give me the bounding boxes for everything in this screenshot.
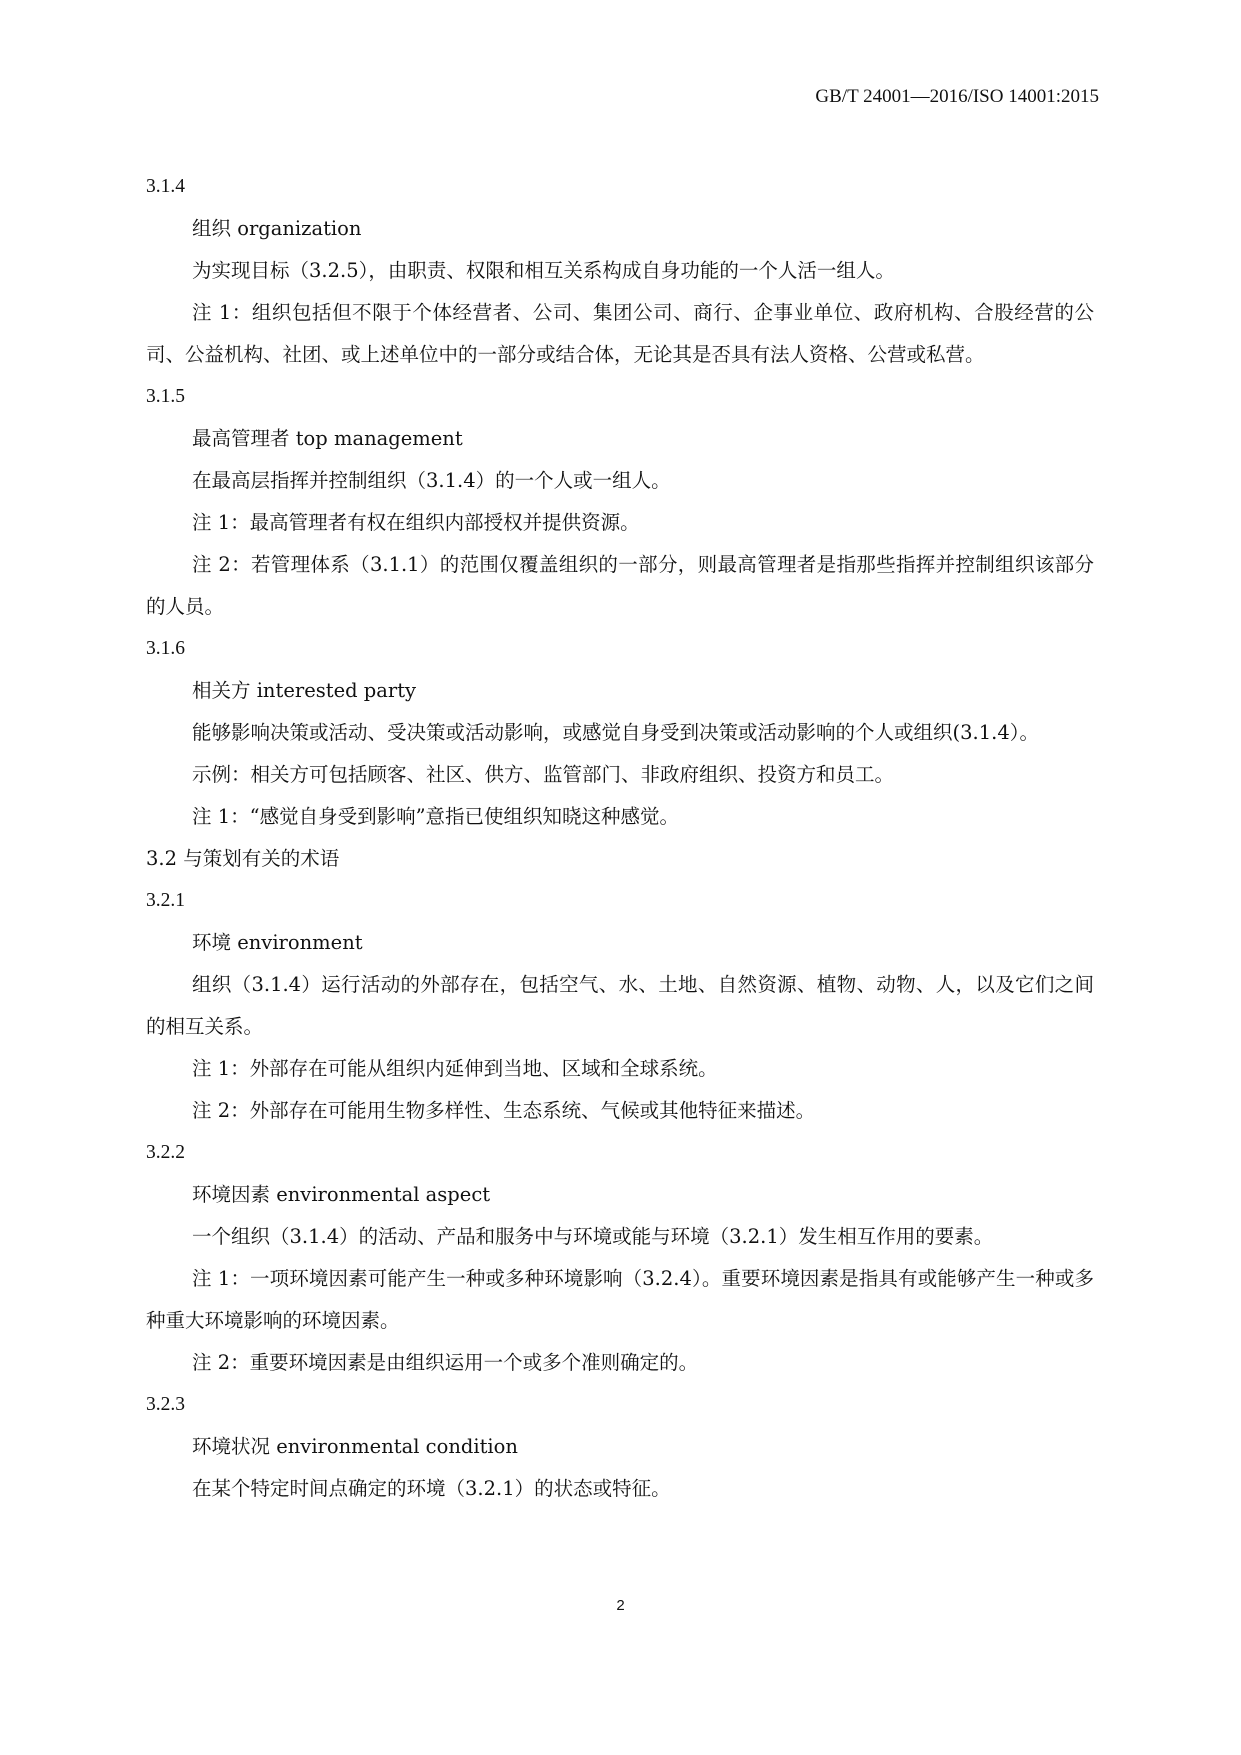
page-number: 2 — [616, 1597, 625, 1614]
standard-number: GB/T 24001—2016/ISO 14001:2015 — [815, 86, 1099, 107]
definition: 组织（3.1.4）运行活动的外部存在，包括空气、水、土地、自然资源、植物、动物、人，以及它们之间的相互关系。 — [146, 973, 1094, 1038]
section-heading: 3.2 与策划有关的术语 — [146, 847, 340, 870]
note: 注 2：若管理体系（3.1.1）的范围仅覆盖组织的一部分，则最高管理者是指那些指挥并控制组织该部分的人员。 — [146, 553, 1094, 618]
term-title: 环境状况 environmental condition — [192, 1435, 518, 1458]
note: 注 2：外部存在可能用生物多样性、生态系统、气候或其他特征来描述。 — [192, 1099, 816, 1122]
note: 注 1：外部存在可能从组织内延伸到当地、区域和全球系统。 — [192, 1057, 718, 1080]
definition: 在最高层指挥并控制组织（3.1.4）的一个人或一组人。 — [192, 469, 671, 492]
term-title: 组织 organization — [192, 217, 362, 240]
clause-number: 3.1.4 — [146, 176, 185, 197]
definition: 能够影响决策或活动、受决策或活动影响，或感觉自身受到决策或活动影响的个人或组织(3.1.4）。 — [192, 721, 1039, 744]
clause-number: 3.2.3 — [146, 1394, 185, 1415]
example: 示例：相关方可包括顾客、社区、供方、监管部门、非政府组织、投资方和员工。 — [192, 763, 895, 786]
document-body — [146, 166, 1094, 1510]
term-title: 环境因素 environmental aspect — [192, 1183, 491, 1206]
term-title: 最高管理者 top management — [192, 427, 463, 450]
note: 注 1：组织包括但不限于个体经营者、公司、集团公司、商行、企事业单位、政府机构、合股经营的公司、公益机构、社团、或上述单位中的一部分或结合体，无论其是否具有法人资格、公营或私营。 — [146, 301, 1094, 366]
clause-number: 3.2.2 — [146, 1142, 185, 1163]
clause-number: 3.1.5 — [146, 386, 185, 407]
clause-number: 3.1.6 — [146, 638, 185, 659]
clause-number: 3.2.1 — [146, 890, 185, 911]
definition: 在某个特定时间点确定的环境（3.2.1）的状态或特征。 — [192, 1477, 671, 1500]
term-title: 环境 environment — [192, 931, 363, 954]
definition: 一个组织（3.1.4）的活动、产品和服务中与环境或能与环境（3.2.1）发生相互作用的要素。 — [192, 1225, 994, 1248]
note: 注 1：最高管理者有权在组织内部授权并提供资源。 — [192, 511, 640, 534]
note: 注 1：一项环境因素可能产生一种或多种环境影响（3.2.4）。重要环境因素是指具有或能够产生一种或多种重大环境影响的环境因素。 — [146, 1267, 1094, 1332]
note: 注 1：“感觉自身受到影响”意指已使组织知晓这种感觉。 — [192, 805, 680, 828]
note: 注 2：重要环境因素是由组织运用一个或多个准则确定的。 — [192, 1351, 699, 1374]
term-title: 相关方 interested party — [192, 679, 417, 702]
definition: 为实现目标（3.2.5），由职责、权限和相互关系构成自身功能的一个人活一组人。 — [192, 259, 895, 282]
